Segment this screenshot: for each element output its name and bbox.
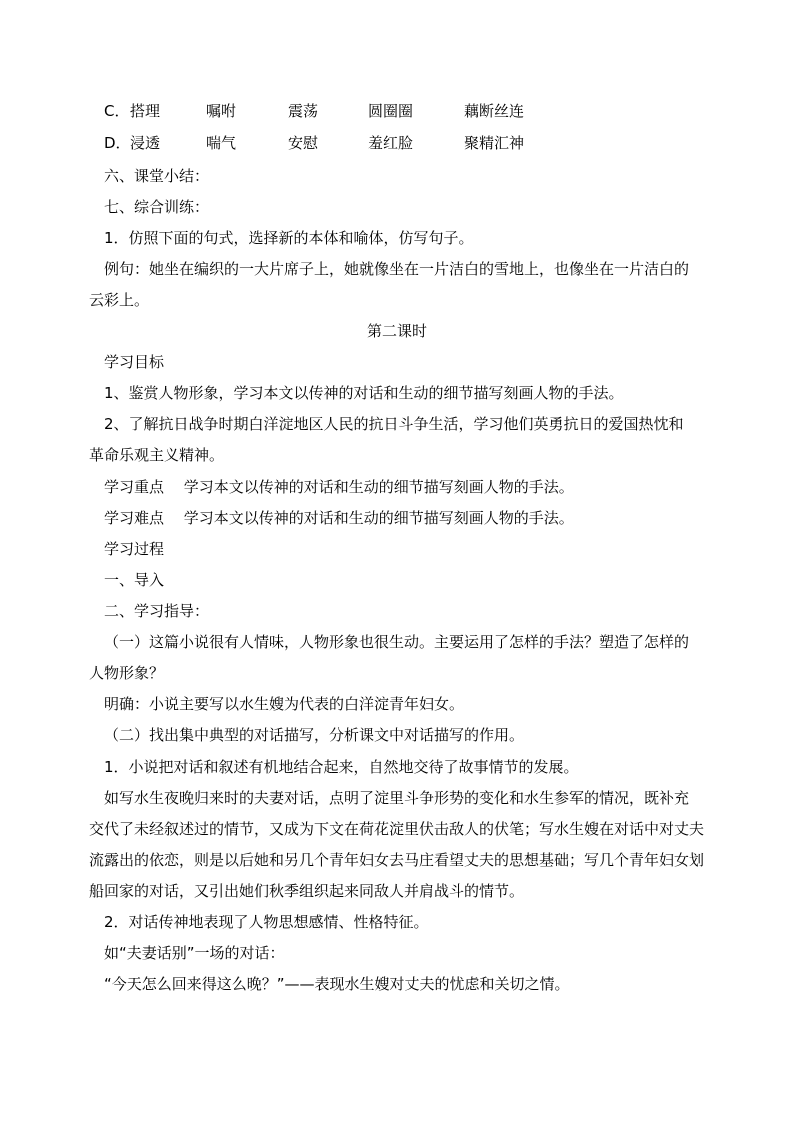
option-d-word-3: 安慰 <box>288 134 319 152</box>
option-c-word-2: 嘱咐 <box>206 102 237 120</box>
question-2: （二）找出集中典型的对话描写，分析课文中对话描写的作用。 <box>104 726 525 744</box>
dialogue-quote: “今天怎么回来得这么晚？”——表现水生嫂对丈夫的忧虑和关切之情。 <box>104 975 570 993</box>
option-d-word-5: 聚精汇神 <box>464 134 525 152</box>
step-guidance: 二、学习指导： <box>104 602 210 620</box>
option-c-word-3: 震荡 <box>288 102 319 120</box>
paragraph-line-4: 船回家的对话，又引出她们秋季组织起来同敌人并肩战斗的情节。 <box>89 882 525 900</box>
option-label-c: C． <box>104 102 130 120</box>
question-1-line-1: （一）这篇小说很有人情味，人物形象也很生动。主要运用了怎样的手法？塑造了怎样的 <box>104 633 690 651</box>
question-1-line-2: 人物形象？ <box>89 664 165 682</box>
lesson-title: 第二课时 <box>366 322 427 340</box>
difficult-points: 学习难点 学习本文以传神的对话和生动的细节描写刻画人物的手法。 <box>104 509 574 527</box>
example-sentence-line-1: 例句：她坐在编织的一大片席子上，她就像坐在一片洁白的雪地上，也像坐在一片洁白的 <box>104 260 690 278</box>
section-summary-heading: 六、课堂小结： <box>104 167 210 185</box>
point-1: 1．小说把对话和叙述有机地结合起来，自然地交待了故事情节的发展。 <box>104 758 579 776</box>
paragraph-line-3: 流露出的依恋，则是以后她和另几个青年妇女去马庄看望丈夫的思想基础；写几个青年妇女划 <box>89 851 705 869</box>
answer-1: 明确：小说主要写以水生嫂为代表的白洋淀青年妇女。 <box>104 695 465 713</box>
key-points: 学习重点 学习本文以传神的对话和生动的细节描写刻画人物的手法。 <box>104 478 574 496</box>
option-d-word-2: 喘气 <box>206 134 237 152</box>
section-training-heading: 七、综合训练： <box>104 198 210 216</box>
example-sentence-line-2: 云彩上。 <box>89 291 150 309</box>
exercise-1: 1．仿照下面的句式，选择新的本体和喻体，仿写句子。 <box>104 229 474 247</box>
dialogue-intro: 如“夫妻话别”一场的对话： <box>104 944 285 962</box>
paragraph-line-1: 如写水生夜晚归来时的夫妻对话，点明了淀里斗争形势的变化和水生参军的情况，既补充 <box>104 789 690 807</box>
option-c-word-4: 圆圈圈 <box>368 102 414 120</box>
goal-2-line-1: 2、了解抗日战争时期白洋淀地区人民的抗日斗争生活，学习他们英勇抗日的爱国热忱和 <box>104 415 684 433</box>
option-d-word-4: 羞红脸 <box>368 134 414 152</box>
paragraph-line-2: 交代了未经叙述过的情节，又成为下文在荷花淀里伏击敌人的伏笔；写水生嫂在对话中对丈夫 <box>89 820 705 838</box>
option-d-word-1: 浸透 <box>130 134 161 152</box>
goal-1: 1、鉴赏人物形象，学习本文以传神的对话和生动的细节描写刻画人物的手法。 <box>104 384 624 402</box>
goals-heading: 学习目标 <box>104 353 165 371</box>
option-label-d: D． <box>104 134 131 152</box>
process-heading: 学习过程 <box>104 540 165 558</box>
option-c-word-5: 藕断丝连 <box>464 102 525 120</box>
step-intro: 一、导入 <box>104 571 165 589</box>
goal-2-line-2: 革命乐观主义精神。 <box>89 446 225 464</box>
point-2: 2．对话传神地表现了人物思想感情、性格特征。 <box>104 913 429 931</box>
option-c-word-1: 搭理 <box>130 102 161 120</box>
